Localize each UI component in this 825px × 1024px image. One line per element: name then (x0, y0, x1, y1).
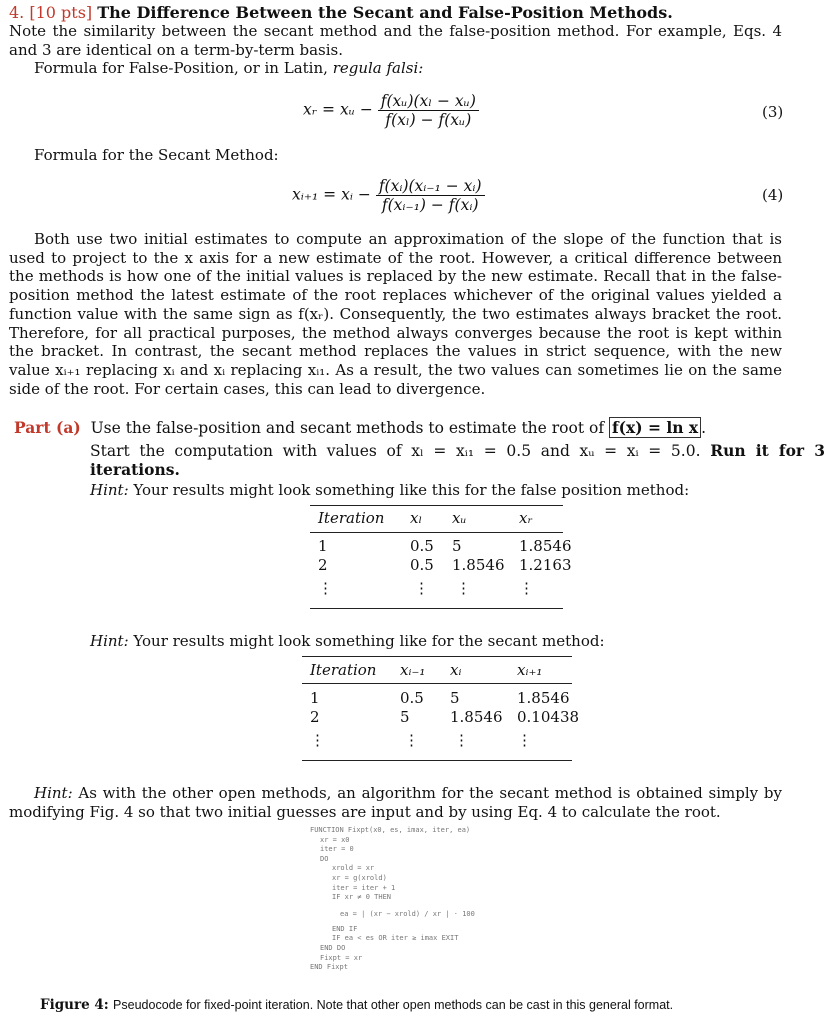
pseudo-line: xrold = xr (332, 864, 375, 873)
cell: ⋮ (456, 579, 471, 597)
th-iteration: Iteration (310, 661, 377, 679)
problem-points: [10 pts] (29, 3, 93, 22)
part-a-line2: Start the computation with values of xₗ = xᵢ₁ = 0.5 and xᵤ = xᵢ = 5.0. Run it for 3 iterations. (90, 441, 825, 479)
cell: 1.8546 (450, 708, 503, 726)
pseudo-line: IF xr ≠ 0 THEN (332, 893, 392, 902)
intro-paragraph: Note the similarity between the secant method and the false-position method. For example, Eqs. 4 and 3 are identical on a term-by-term basis. (9, 22, 782, 59)
th-xi: xᵢ (450, 661, 462, 679)
cell: ⋮ (318, 579, 333, 597)
eq3-numerator: f(xᵤ)(xₗ − xᵤ) (378, 92, 479, 111)
table-fp-bottom-rule (310, 608, 563, 609)
equation-3 (303, 92, 479, 129)
eq4-denominator: f(xᵢ₋₁) − f(xᵢ) (381, 196, 479, 214)
problem-number: 4. (9, 3, 25, 22)
cell: 2 (318, 556, 328, 574)
table-sec-bottom-rule (302, 760, 572, 761)
cell: 1.2163 (519, 556, 572, 574)
cell: 0.5 (410, 556, 434, 574)
table-fp-mid-rule (310, 532, 563, 533)
hint-secant: Hint: Your results might look something like for the secant method: (90, 632, 605, 650)
table-row-dots (312, 575, 578, 601)
cell: 5 (452, 537, 462, 555)
part-a-function: f(x) = ln x (609, 417, 701, 438)
table-row (312, 537, 578, 556)
cell: 1 (318, 537, 328, 555)
pseudo-line: xr = x0 (320, 835, 350, 844)
table-row (304, 689, 585, 708)
cell: 2 (310, 708, 320, 726)
table-sec-body (304, 689, 585, 753)
table-sec-top-rule (302, 656, 572, 657)
table-false-position (312, 509, 575, 527)
eq4-lhs: xᵢ₊₁ = xᵢ − (292, 185, 371, 204)
cell: ⋮ (310, 731, 325, 749)
eq3-lhs: xᵣ = xᵤ − (303, 100, 373, 119)
pseudo-line: IF ea < es OR iter ≥ imax EXIT (332, 934, 459, 943)
eq3-number: (3) (762, 103, 784, 121)
table-sec-header (304, 661, 578, 679)
figure-caption (40, 997, 673, 1013)
th-xr: xᵣ (519, 509, 533, 527)
part-a-iterations: Run it for 3 iterations. (90, 441, 825, 479)
pseudo-line: END IF (332, 924, 358, 933)
pseudo-line: iter = iter + 1 (332, 883, 396, 892)
eq3-denominator: f(xₗ) − f(xᵤ) (385, 111, 472, 129)
cell: 0.5 (410, 537, 434, 555)
equation-4 (292, 177, 485, 214)
cell: 0.5 (400, 689, 424, 707)
cell: ⋮ (404, 731, 419, 749)
table-row-dots (304, 727, 585, 753)
pseudo-line: END Fixpt (310, 963, 348, 972)
cell: 1.8546 (452, 556, 505, 574)
th-iteration: Iteration (318, 509, 385, 527)
th-xu: xᵤ (452, 509, 467, 527)
eq4-number: (4) (762, 186, 784, 204)
pseudo-line: Fixpt = xr (320, 953, 363, 962)
pseudocode-figure (310, 826, 510, 986)
cell: 5 (450, 689, 460, 707)
hint-algorithm: Hint: As with the other open methods, an algorithm for the secant method is obtained simply by modifying Fig. 4 so that two initial guesses are input and by using Eq. 4 to calculate the root. (9, 784, 782, 821)
table-secant (304, 661, 578, 679)
cell: 1.8546 (517, 689, 570, 707)
table-row (312, 556, 578, 575)
th-xi-minus-1: xᵢ₋₁ (400, 661, 426, 679)
problem-heading: The Difference Between the Secant and False-Position Methods. (97, 3, 673, 22)
cell: ⋮ (454, 731, 469, 749)
secant-formula-label: Formula for the Secant Method: (34, 146, 279, 164)
th-xl: xₗ (410, 509, 423, 527)
part-a-line1: Part (a) Use the false-position and secant methods to estimate the root of f(x) = ln x . (14, 418, 707, 437)
table-row (304, 708, 585, 727)
cell: ⋮ (414, 579, 429, 597)
th-xi-plus-1: xᵢ₊₁ (517, 661, 543, 679)
cell: 1.8546 (519, 537, 572, 555)
pseudo-line: DO (320, 854, 329, 863)
eq4-numerator: f(xᵢ)(xᵢ₋₁ − xᵢ) (376, 177, 485, 196)
pseudo-line: END DO (320, 943, 346, 952)
cell: ⋮ (517, 731, 532, 749)
table-fp-body (312, 537, 578, 601)
figure-caption-text: Pseudocode for fixed-point iteration. Note that other open methods can be cast in this general format. (113, 998, 674, 1012)
cell: 1 (310, 689, 320, 707)
figure-label: Figure 4: (40, 997, 109, 1013)
hint-false-position: Hint: Your results might look something like this for the false position method: (90, 481, 690, 499)
problem-title (9, 3, 673, 22)
eq3-fraction (378, 92, 479, 129)
cell: ⋮ (519, 579, 534, 597)
part-a-label: Part (a) (14, 418, 81, 437)
explanation-paragraph: Both use two initial estimates to compute an approximation of the slope of the function that is used to project to the x axis for a new estimate of the root. However, a critical difference between the methods is how one of the initial values is replaced by the new estimate. Recall that in the false-position method the latest estimate of the root replaces whichever of the original values yielded a function value with the same sign as f(xᵣ). Consequently, the two estimates always bracket the root. Therefore, for all practical purposes, the method always converges because the root is kept within the bracket. In contrast, the secant method replaces the values in strict sequence, with the new value xᵢ₊₁ replacing xᵢ and xᵢ replacing xᵢ₁. As a result, the two values can sometimes lie on the same side of the root. For certain cases, this can lead to divergence. (9, 230, 782, 398)
pseudo-line: ea = | (xr − xrold) / xr | · 100 (340, 909, 475, 918)
eq4-fraction (376, 177, 485, 214)
fp-formula-label: Formula for False-Position, or in Latin, regula falsi: (34, 59, 424, 77)
pseudo-line: iter = 0 (320, 845, 354, 854)
cell: 5 (400, 708, 410, 726)
pseudo-line: xr = g(xrold) (332, 873, 387, 882)
table-fp-header (312, 509, 575, 527)
table-fp-top-rule (310, 505, 563, 506)
pseudo-line: FUNCTION Fixpt(x0, es, imax, iter, ea) (310, 826, 471, 834)
table-sec-mid-rule (302, 683, 572, 684)
cell: 0.10438 (517, 708, 580, 726)
